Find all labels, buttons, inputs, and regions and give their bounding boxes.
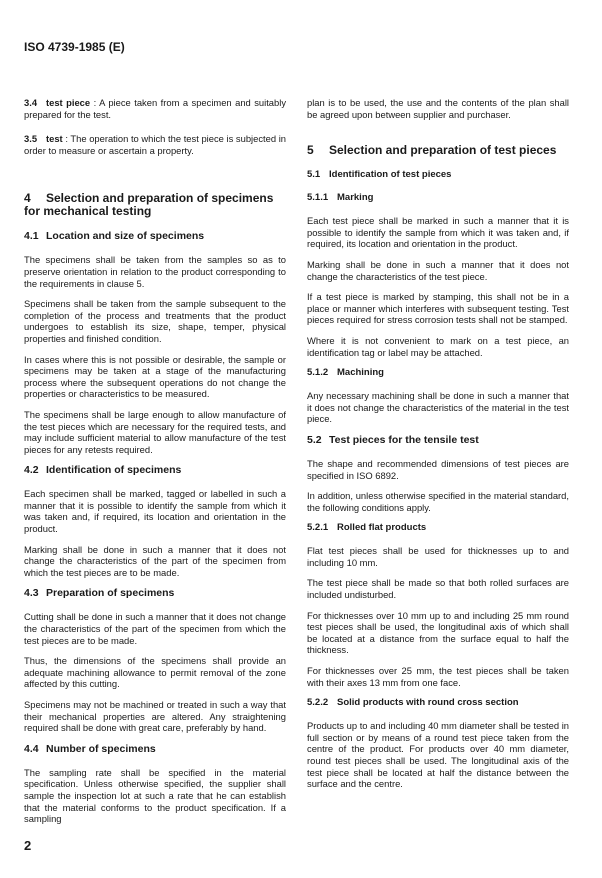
section-5-2-heading: 5.2 Test pieces for the tensile test: [307, 433, 479, 446]
section-4-2-heading: 4.2 Identification of specimens: [24, 464, 182, 477]
paragraph: Cutting shall be done in such a manner that it does not change the characteristics of the part of the specimen from which the test pieces are to be made.: [24, 611, 286, 646]
paragraph: Each specimen shall be marked, tagged or labelled in such a manner that it is possible to identify the sample from which it was taken and, if required, its location and orientation in the product.: [24, 488, 286, 535]
paragraph: Where it is not convenient to mark on a test piece, an identification tag or label may be attached.: [307, 334, 569, 358]
paragraph: The sampling rate shall be specified in the material specification. Unless otherwise specified, the supplier shall sample the inspection lot at such a rate that he can establish that the material conforms to the product specification. If a sampling: [24, 766, 286, 825]
section-5-2-2-heading: 5.2.2 Solid products with round cross section: [307, 697, 519, 709]
section-5-1-heading: 5.1 Identification of test pieces: [307, 169, 452, 181]
definition-3-5: [24, 133, 286, 156]
left-column: [24, 97, 286, 834]
paragraph: Flat test pieces shall be used for thicknesses up to and including 10 mm.: [307, 545, 569, 568]
paragraph: The specimens shall be taken from the samples so as to preserve orientation in relation to the product corresponding to the requirements in clause 5.: [24, 254, 286, 289]
section-4-4-heading: 4.4 Number of specimens: [24, 742, 156, 755]
paragraph: For thicknesses over 10 mm up to and including 25 mm round test pieces shall be used, the longitudinal axis of which shall be located at a distance from the surface equal to half the thickness.: [307, 609, 569, 656]
document-header: ISO 4739-1985 (E): [24, 40, 125, 54]
paragraph: Marking shall be done in such a manner that it does not change the characteristics of the part of the specimen from which the test pieces are to be made.: [24, 543, 286, 578]
section-5-1-1-heading: 5.1.1 Marking: [307, 192, 374, 204]
section-4-3-heading: 4.3 Preparation of specimens: [24, 587, 175, 600]
definition-text: : The operation to which the test piece is subjected in order to measure or ascertain a property.: [24, 133, 286, 156]
paragraph: In cases where this is not possible or desirable, the sample or specimens may be taken at a stage of the manufacturing process where the subsequent operations do not change the properties or characteristics to be measured.: [24, 353, 286, 400]
paragraph: For thicknesses over 25 mm, the test pieces shall be taken with their axes 13 mm from one face.: [307, 665, 569, 688]
paragraph: Each test piece shall be marked in such a manner that it is possible to identify the sample from which it was taken and, if required, its location and orientation in the product.: [307, 215, 569, 250]
section-5-heading: 5 Selection and preparation of test pieces: [307, 143, 557, 158]
paragraph: The specimens shall be large enough to allow manufacture of the test pieces which are necessary for the required tests, and may include sufficient material to allow manufacture of the test pieces for any retests required.: [24, 408, 286, 455]
section-5-1-2-heading: 5.1.2 Machining: [307, 367, 384, 379]
paragraph: plan is to be used, the use and the contents of the plan shall be agreed upon between supplier and purchaser.: [307, 97, 569, 120]
paragraph: The shape and recommended dimensions of test pieces are specified in ISO 6892.: [307, 457, 569, 481]
section-5-2-1-heading: 5.2.1 Rolled flat products: [307, 522, 427, 534]
paragraph: Marking shall be done in such a manner that it does not change the characteristics of the test piece.: [307, 258, 569, 282]
paragraph: Specimens may not be machined or treated in such a way that their mechanical properties are altered. Any straightening required shall be done with great care, preferably by hand.: [24, 699, 286, 734]
paragraph: The test piece shall be made so that both rolled surfaces are included undisturbed.: [307, 577, 569, 601]
definition-3-4: [24, 97, 286, 120]
term: test: [46, 133, 63, 145]
paragraph: Specimens shall be taken from the sample subsequent to the completion of the process and treatments that the product undergoes to establish its size, shape, temper, physical properties and finished condition.: [24, 298, 286, 344]
section-4-heading: 4 Selection and preparation of specimens for mechanical testing: [24, 191, 274, 219]
paragraph: If a test piece is marked by stamping, this shall not be in a place or manner which interferes with subsequent testing. Test pieces required for stress corrosion tests shall not be stamped.: [307, 291, 569, 326]
paragraph: In addition, unless otherwise specified in the material standard, the following conditions apply.: [307, 490, 569, 513]
clause-number: 3.5: [24, 133, 38, 145]
right-column: [307, 97, 569, 799]
paragraph: Products up to and including 40 mm diameter shall be tested in full section or by means of a round test piece taken from the centre of the product. For products over 40 mm diameter, round test pieces shall be used. The longitudinal axis of the test piece shall be located at half the distance between the surface and the centre.: [307, 720, 569, 790]
page-number: 2: [24, 838, 32, 853]
section-4-1-heading: 4.1 Location and size of specimens: [24, 230, 205, 243]
paragraph: Any necessary machining shall be done in such a manner that it does not change the characteristics of the material in the test piece.: [307, 390, 569, 425]
clause-number: 3.4: [24, 97, 38, 108]
definition-text: : A piece taken from a specimen and suitably prepared for the test.: [24, 97, 287, 120]
paragraph: Thus, the dimensions of the specimens shall provide an adequate machining allowance to permit removal of the zone affected by this cutting.: [24, 655, 286, 690]
term: test piece: [46, 97, 91, 108]
